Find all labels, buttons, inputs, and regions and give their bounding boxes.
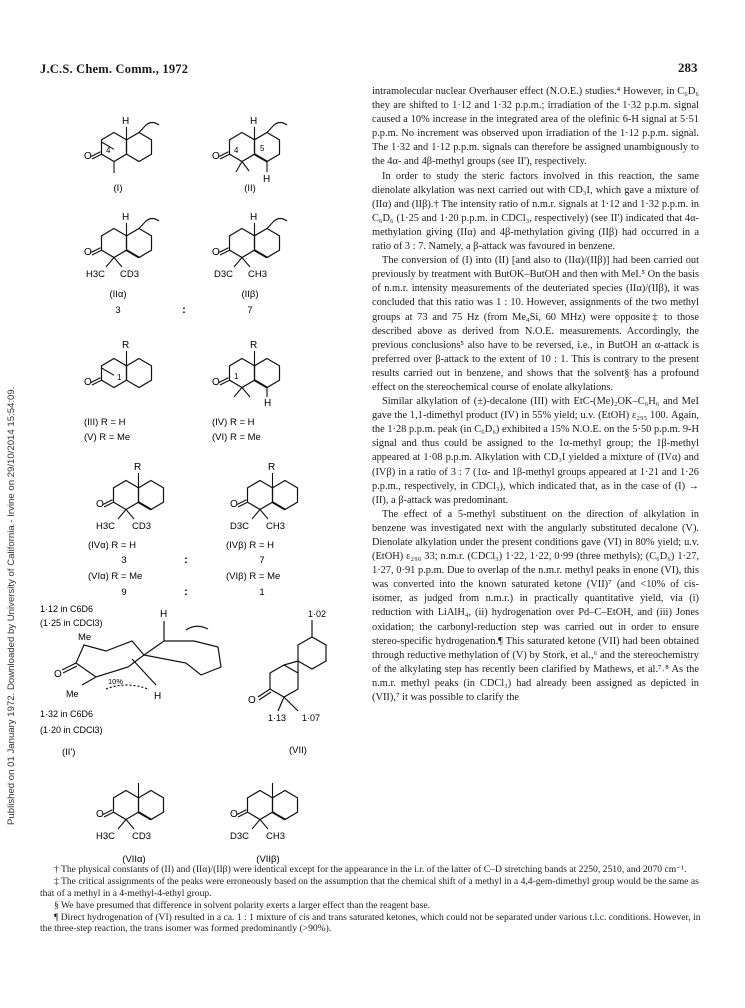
label-I: (I) [113,183,123,194]
svg-text:1·12 in C6D6: 1·12 in C6D6 [40,604,94,614]
svg-text:5: 5 [260,144,265,153]
svg-text:R: R [250,340,258,351]
svg-text::: : [184,586,188,598]
label-VIa: (VIα) R = Me [88,571,143,582]
svg-text:1·13: 1·13 [268,713,287,723]
svg-text:CH3: CH3 [248,269,268,280]
page-number: 283 [678,60,698,75]
svg-text:R: R [122,340,130,351]
svg-text:O: O [84,151,92,162]
svg-text:O: O [54,669,62,680]
label-IVa: (IVα) R = H [88,540,136,551]
svg-text:H: H [160,609,168,620]
svg-text:Me: Me [66,689,79,699]
svg-text:H: H [263,174,271,185]
svg-text:3: 3 [121,555,127,566]
label-IIa: (IIα) [109,289,127,300]
footnote: § We have presumed that difference in solvent polarity exerts a larger effect than the reagent base. [54,899,430,911]
running-header: J.C.S. Chem. Comm., 1972 [40,62,189,76]
svg-text:O: O [96,809,104,820]
svg-text::: : [184,554,188,566]
svg-text:H3C: H3C [86,269,106,280]
footnote: ‡ The critical assignments of the peaks were erroneously based on the assumption that the chemical shift of a methyl in a 4,4-gem-dimethyl group would be the same as that of a methyl in a 4-methyl-4-ethyl group. [40,876,699,899]
svg-text:O: O [84,377,92,388]
svg-text:R: R [268,462,276,473]
structure-IVb-VIb [230,462,298,532]
svg-text:CH3: CH3 [266,831,286,842]
structure-VII [258,620,326,711]
svg-text:H3C: H3C [96,831,116,842]
svg-text:O: O [96,499,104,510]
svg-text:H3C: H3C [96,521,116,532]
label-IVb: (IVβ) R = H [226,540,274,551]
svg-text:CH3: CH3 [266,521,286,532]
svg-text:1: 1 [117,373,122,382]
svg-text:D3C: D3C [230,831,250,842]
structure-IIa [84,212,159,280]
svg-text:3: 3 [115,305,121,316]
svg-text:7: 7 [259,555,265,566]
structure-II [212,116,287,185]
svg-text:O: O [212,377,220,388]
label-IV: (IV) R = H [212,417,255,428]
structure-III-V [84,340,152,388]
structure-figures [36,85,366,870]
body-text-column [372,85,699,705]
svg-text:O: O [212,247,220,258]
footnotes [40,864,705,936]
svg-text:CD3: CD3 [132,521,152,532]
svg-text:7: 7 [247,305,253,316]
svg-text:CD3: CD3 [132,831,152,842]
label-IIb: (IIβ) [241,289,259,300]
svg-text:(1·20 in CDCl3): (1·20 in CDCl3) [40,725,103,735]
label-VIb: (VIβ) R = Me [226,571,281,582]
structure-IVa-VIa [96,462,164,532]
svg-text:H: H [250,116,258,127]
svg-text:R: R [134,462,142,473]
paragraph: In order to study the steric factors involved in this reaction, the same dienolate alkylation was next carried out with CD₃I, which gave a mixture of (IIα) and (IIβ).† The intensity ratio of n.m.r. signals at 1·12 and 1·32 p.p.m. in C₆D₆ (1·25 and 1·20 p.p.m. in CDCl₃, respectively) (see II') indicated that 4α-methylation giving (IIα) and 4β-methylation giving (IIβ) had occurred in a ratio of 3 : 7. Namely, a β-attack was favoured in benzene. [372,170,699,253]
svg-text:O: O [84,247,92,258]
structure-VIIa [96,783,164,842]
svg-text:O: O [230,809,238,820]
footnote: † The physical constants of (II) and (IIα)/(IIβ) were identical except for the appearance in the i.r. of the latter of C–D stretching bands at 2250, 2510, and 2070 cm⁻¹. [54,864,687,875]
svg-text:1·07: 1·07 [302,713,321,723]
svg-text:1·02: 1·02 [308,609,327,619]
svg-text:4: 4 [234,146,239,155]
label-VI: (VI) R = Me [212,432,261,443]
paragraph: The conversion of (I) into (II) [and also to (IIα)/(IIβ)] had been carried out previously by treatment with ButOK–ButOH and then with MeI.⁵ On the basis of n.m.r. intensity measurements of the deuteriated species (IIα)/(IIβ), it was concluded that this ratio was 1 : 10. However, assignments of the two methyl groups at 73 and 75 Hz (from Me₄Si, 60 MHz) were opposite‡ to those described above as derived from N.O.E. measurements. Accordingly, the previous conclusions⁵ also have to be reversed, i.e., in ButOH an α-attack is preferred over β-attack to the extent of 10 : 1. This is contrary to the present results carried out in benzene, and shows that the solvent§ has a profound effect on the stereochemical course of enolate alkylations. [372,255,699,393]
svg-text:9: 9 [121,587,127,598]
svg-text:O: O [230,499,238,510]
paragraph: Similar alkylation of (±)-decalone (III) with EtC-(Me)₂OK–C₆H₆ and MeI gave the 1,1-dimethyl product (IV) in 55% yield; u.v. (EtOH) ε₂₉₅ 100. Again, the 1·28 p.p.m. peak (in C₆D₆) exhibited a 15% N.O.E. on the 5·50 p.p.m. 9-H signal and thus could be assigned to the 1α-methyl group; the 1β-methyl appeared at 1·08 p.p.m. Alkylation with CD₃I yielded a mixture of (IVα) and (IVβ) in a ratio of 3 : 7 (1α- and 1β-methyl groups appeared at 1·21 and 1·26 p.p.m., respectively, in CDCl₃), which indicated that, as in the case of (I) → (II), a β-attack was predominant. [372,396,699,506]
svg-text:H: H [250,212,258,223]
svg-text:1: 1 [234,372,239,381]
svg-text:H: H [264,398,272,409]
svg-text:H: H [122,116,130,127]
svg-text::: : [182,304,186,316]
svg-text:H: H [154,691,162,702]
label-II-prime: (II') [62,747,76,758]
paragraph: intramolecular nuclear Overhauser effect (N.O.E.) studies.⁴ However, in C₆D₆ they are shifted to 1·12 and 1·32 p.p.m.; irradiation of the 1·32 p.p.m. signal caused a 10% increase in the integrated area of the olefinic 6-H signal at 5·51 p.p.m. No increment was observed upon irradiation of the 1·12 p.p.m. signal. The 1·32 and 1·12 p.p.m. signals can therefore be assigned unambiguously to the 4α- and 4β-methyl groups (see II'), respectively. [372,86,699,168]
svg-text:Me: Me [78,632,92,643]
svg-text:O: O [248,695,256,706]
label-V: (V) R = Me [84,432,131,443]
paragraph: The effect of a 5-methyl substituent on the direction of alkylation in benzene was investigated next with the angularly substituted decalone (V). Dienolate alkylation under the present conditions gave (VI) in 80% yield; u.v. (EtOH) ε₂₉₀ 33; n.m.r. (CDCl₃) 1·22, 1·22, 0·99 (three methyls); (C₆D₆) 1·27, 1·27, 0·91 p.p.m. Due to overlap of the n.m.r. methyl peaks in enone (VI), this was converted into the known saturated ketone (VII)⁷ (and <10% of cis-isomer, as judged from n.m.r.) in practically quantitative yield, via (i) reduction with LiAlH₄, (ii) hydrogenation over Pd–C–EtOH, and (iii) Jones oxidation; the carbonyl-reduction step was carried out in order to ensure stereo-specific hydrogenation.¶ This saturated ketone (VII) had been obtained through reductive methylation of (V) by Stork, et al.,⁶ and the stereochemistry of the alkylating step has recently been clarified by Mathews, et al.⁷˒⁸ As the n.m.r. methyl peaks (in CDCl₃) had already been assigned as depicted in (VII),⁷ it was possible to clarify the [372,508,699,704]
label-VIIb: (VIIβ) [256,854,280,865]
label-III: (III) R = H [84,417,126,428]
structure-I [84,116,159,173]
svg-text:D3C: D3C [230,521,250,532]
svg-text:10%: 10% [108,677,124,686]
structure-IV-VI [212,340,280,409]
label-VII: (VII) [289,745,307,756]
svg-text:(1·25 in CDCl3): (1·25 in CDCl3) [40,618,103,628]
label-II: (II) [244,183,256,194]
svg-text:O: O [212,151,220,162]
svg-text:1·32 in C6D6: 1·32 in C6D6 [40,709,94,719]
svg-text:D3C: D3C [214,269,234,280]
download-watermark: Published on 01 January 1972. Downloaded by University of California - Irvine on 29/10/2014 15:54:09. [6,386,17,825]
svg-text:4: 4 [106,146,111,155]
svg-text:1: 1 [259,587,265,598]
structure-VIIb [230,783,298,842]
structure-IIb [212,212,287,280]
footnote: ¶ Direct hydrogenation of (VI) resulted in a ca. 1 : 1 mixture of cis and trans saturated ketones, which could not be separated under various t.l.c. conditions. However, in the three-step reaction, the trans isomer was formed predominantly (>90%). [40,912,701,935]
svg-text:CD3: CD3 [120,269,140,280]
svg-text:H: H [122,212,130,223]
label-VIIa: (VIIα) [122,854,146,865]
